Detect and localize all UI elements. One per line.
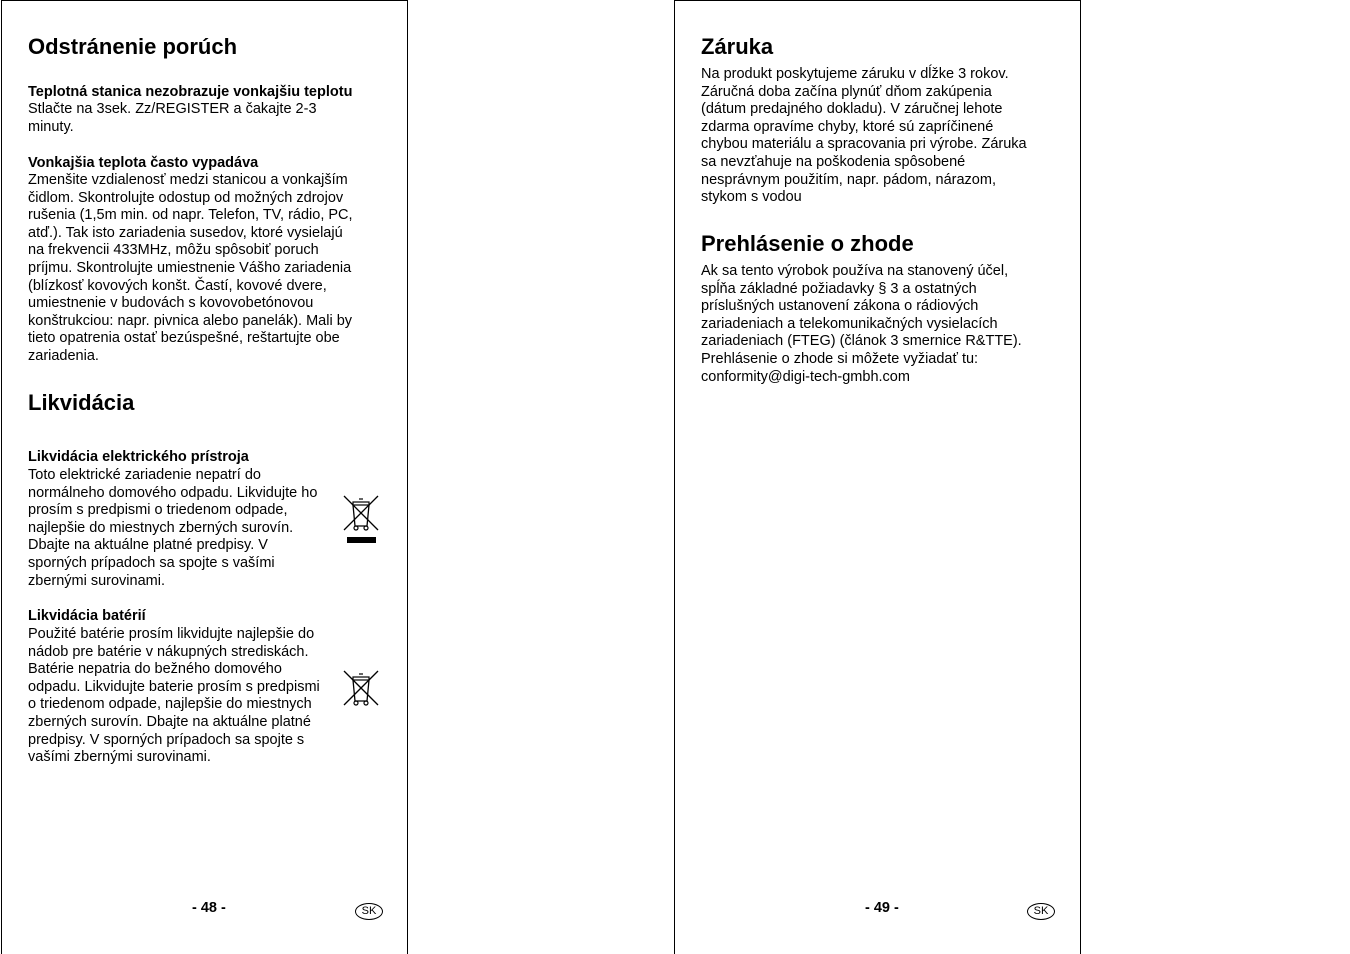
heading-warranty: Záruka	[701, 34, 774, 59]
page-48	[1, 0, 408, 954]
issue1-title: Teplotná stanica nezobrazuje vonkajšiu teplotu	[28, 84, 353, 100]
issue2-text: Zmenšite vzdialenosť medzi stanicou a vonkajším čidlom. Skontrolujte odostup od možných zdrojov rušenia (1,5m min. od napr. Telefon, TV, rádio, PC, atď.). Tak isto zariadenia susedov, ktoré vysielajú na frekvencii 433MHz, môžu spôsobiť poruch príjmu. Skontrolujte umiestnenie Vášho zariadenia (blízkosť kovových konšt. Častí, kovové dvere, umiestnenie v budovách s kovovobetónovou konštrukciou: napr. pivnica alebo panelák). Mali by tieto opatrenia ostať bezúspešné, reštartujte obe zariadenia.	[28, 172, 353, 364]
heading-disposal: Likvidácia	[28, 390, 135, 415]
language-badge-sk: SK	[355, 903, 383, 920]
heading-troubleshooting: Odstránenie porúch	[28, 34, 238, 59]
disposal2-text: Použité batérie prosím likvidujte najlepšie do nádob pre batérie v nákupných strediskách. Batérie nepatria do bežného domového odpadu. Likvidujte baterie prosím s predpismi o triedenom odpade, najlepšie do miestnych zberných surovín. Dbajte na aktuálne platné predpisy. V sporných prípadoch sa spojte s vašími zbernými surovinami.	[28, 626, 320, 766]
crossed-out-wheelie-bin-icon	[342, 494, 380, 546]
disposal2-title: Likvidácia batérií	[28, 608, 146, 624]
disposal1-text: Toto elektrické zariadenie nepatrí do normálneho domového odpadu. Likvidujte ho prosím s predpismi o triedenom odpade, najlepšie do miestnych zberných surovín. Dbajte na aktuálne platné predpisy. V sporných prípadoch sa spojte s vašími zbernými surovinami.	[28, 467, 318, 589]
heading-conformity: Prehlásenie o zhode	[701, 231, 914, 256]
issue2-title: Vonkajšia teplota často vypadáva	[28, 155, 259, 171]
page-number-49: - 49 -	[865, 900, 899, 916]
disposal1-title: Likvidácia elektrického prístroja	[28, 449, 249, 465]
crossed-out-bin-icon	[342, 669, 380, 707]
page-49	[674, 0, 1081, 954]
warranty-text: Na produkt poskytujeme záruku v dĺžke 3 rokov. Záručná doba začína plynúť dňom zakúpenia (dátum predajného dokladu). V záručnej lehote zdarma opravíme chyby, ktoré sú zapríčinené chybou materiálu a spracovania pri výrobe. Záruka sa nevzťahuje na poškodenia spôsobené nesprávnym použitím, napr. pádom, nárazom, stykom s vodou	[701, 66, 1027, 206]
page-number-48: - 48 -	[192, 900, 226, 916]
issue1-text: Stlačte na 3sek. Zz/REGISTER a čakajte 2-3 minuty.	[28, 101, 317, 135]
conformity-text: Ak sa tento výrobok používa na stanovený účel, spĺňa základné požiadavky § 3 a ostatných príslušných ustanovení zákona o rádiových zariadeniach a telekomunikačných vysielacích zariadeniach (FTEG) (článok 3 smernice R&TTE). Prehlásenie o zhode si môžete vyžiadať tu: conformity@digi-tech-gmbh.com	[701, 263, 1022, 385]
language-badge-sk: SK	[1027, 903, 1055, 920]
